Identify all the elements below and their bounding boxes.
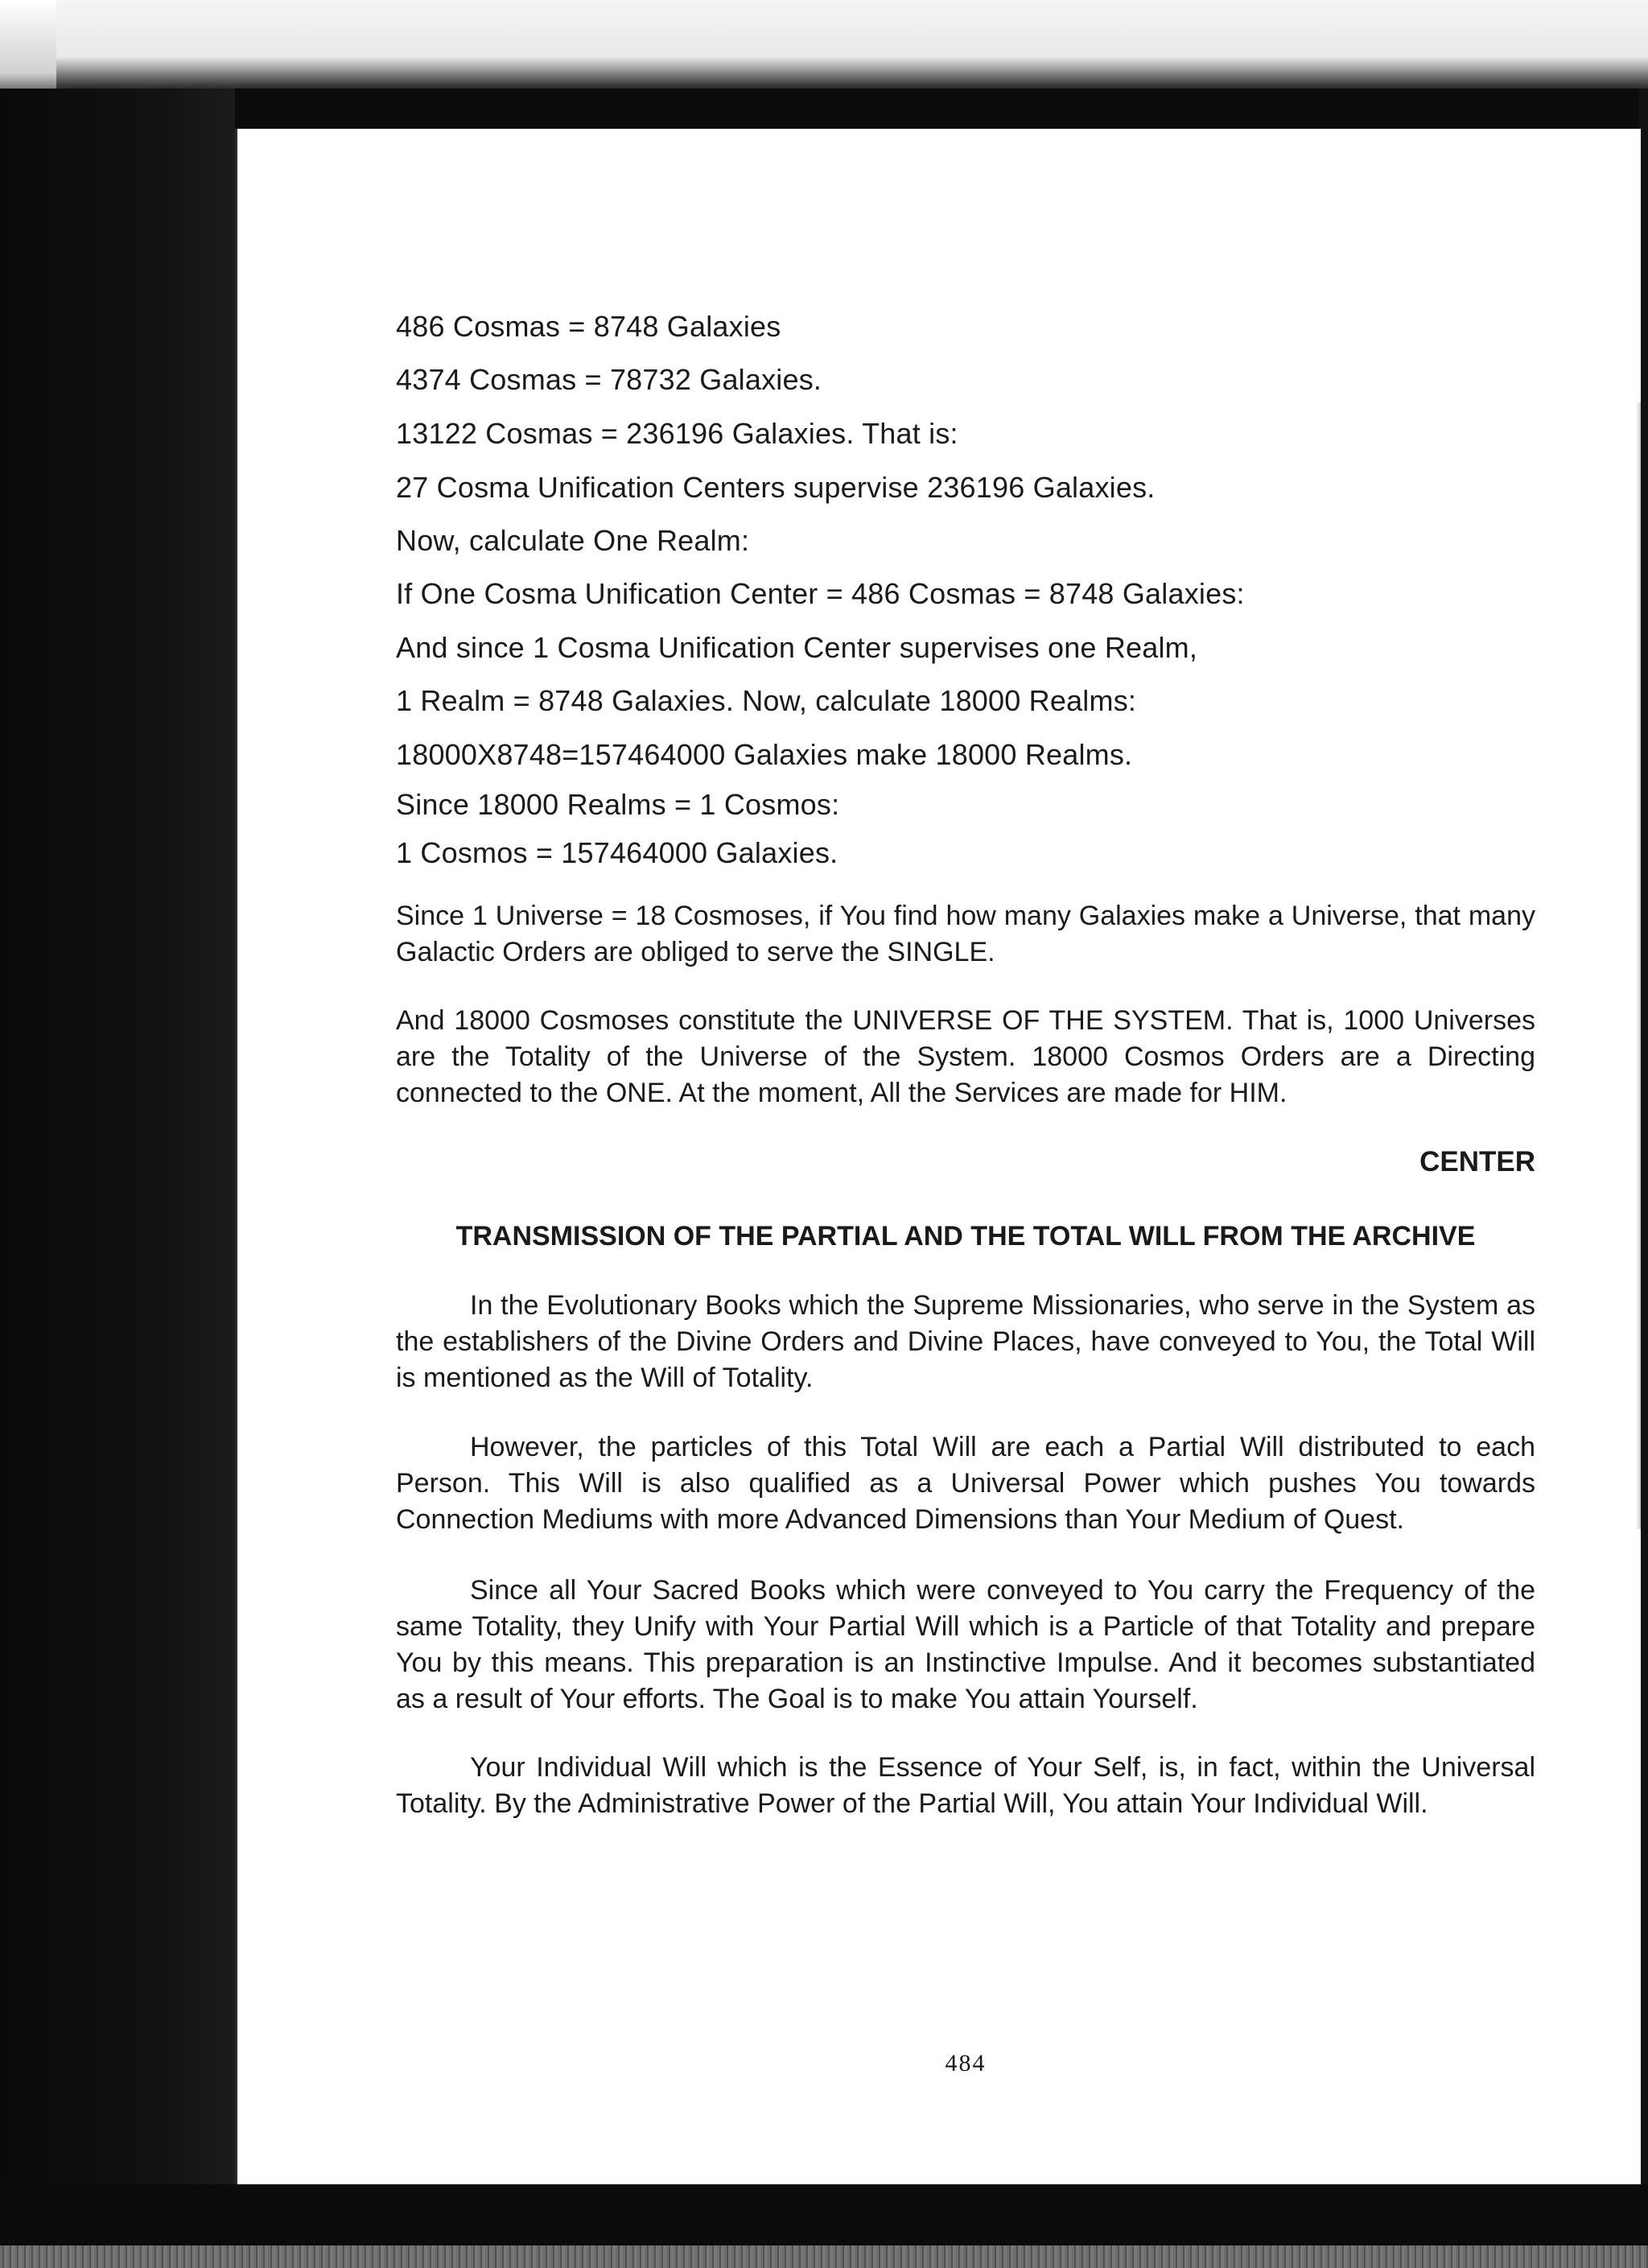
equation-line: 486 Cosmas = 8748 Galaxies [396,310,781,343]
equation-line: 13122 Cosmas = 236196 Galaxies. That is: [396,417,958,450]
equation-line: 1 Cosmos = 157464000 Galaxies. [396,836,838,869]
body-paragraph: However, the particles of this Total Will are each a Partial Will distributed to each Person. This Will is also qualified as a Universal Power which pushes You towards Connection Mediums with more Advanced Dimensions than Your Medium of Quest. [396,1432,1535,1535]
body-paragraph: Your Individual Will which is the Essence of Your Self, is, in fact, within the Universal Totality. By the Administrative Power of the Partial Will, You attain Your Individual Will. [396,1752,1535,1819]
body-paragraph: In the Evolutionary Books which the Supreme Missionaries, who serve in the System as the establishers of the Divine Orders and Divine Places, have conveyed to You, the Total Will is mentioned as the Will of Totality. [396,1290,1535,1393]
equation-line: 1 Realm = 8748 Galaxies. Now, calculate 18000 Realms: [396,684,1137,717]
body-paragraph: Since all Your Sacred Books which were conveyed to You carry the Frequency of the same Totality, they Unify with Your Partial Will which is a Particle of that Totality and prepare You by this means. This preparation is an Instinctive Impulse. And it becomes substantiated as a result of Your efforts. The Goal is to make You attain Yourself. [396,1575,1535,1714]
equation-line: And since 1 Cosma Unification Center supervises one Realm, [396,631,1198,664]
equation-line: 18000X8748=157464000 Galaxies make 18000 Realms. [396,738,1133,771]
equation-line: Since 18000 Realms = 1 Cosmos: [396,788,840,821]
document-page [235,129,1641,2184]
equation-line: If One Cosma Unification Center = 486 Cosmas = 8748 Galaxies: [396,577,1245,610]
equation-line: 27 Cosma Unification Centers supervise 236196 Galaxies. [396,471,1156,504]
body-paragraph: And 18000 Cosmoses constitute the UNIVERSE OF THE SYSTEM. That is, 1000 Universes are the Totality of the Universe of the System. 18000 Cosmos Orders are a Directing connected to the ONE. At the moment, All the Services are made for HIM. [396,1005,1535,1108]
scan-bottom-margin [0,2245,1648,2268]
scan-top-margin [0,0,1648,95]
center-label: CENTER [1419,1146,1535,1177]
equation-line: Now, calculate One Realm: [396,524,750,557]
section-heading: TRANSMISSION OF THE PARTIAL AND THE TOTAL WILL FROM THE ARCHIVE [455,1221,1476,1252]
body-paragraph: Since 1 Universe = 18 Cosmoses, if You find how many Galaxies make a Universe, that many Galactic Orders are obliged to serve the SINGLE. [396,901,1535,967]
equation-line: 4374 Cosmas = 78732 Galaxies. [396,363,822,396]
page-edge-shadow [1636,402,1641,1529]
page-number: 484 [945,2050,987,2076]
scan-left-border [0,89,235,2268]
scan-top-border [0,89,1648,130]
